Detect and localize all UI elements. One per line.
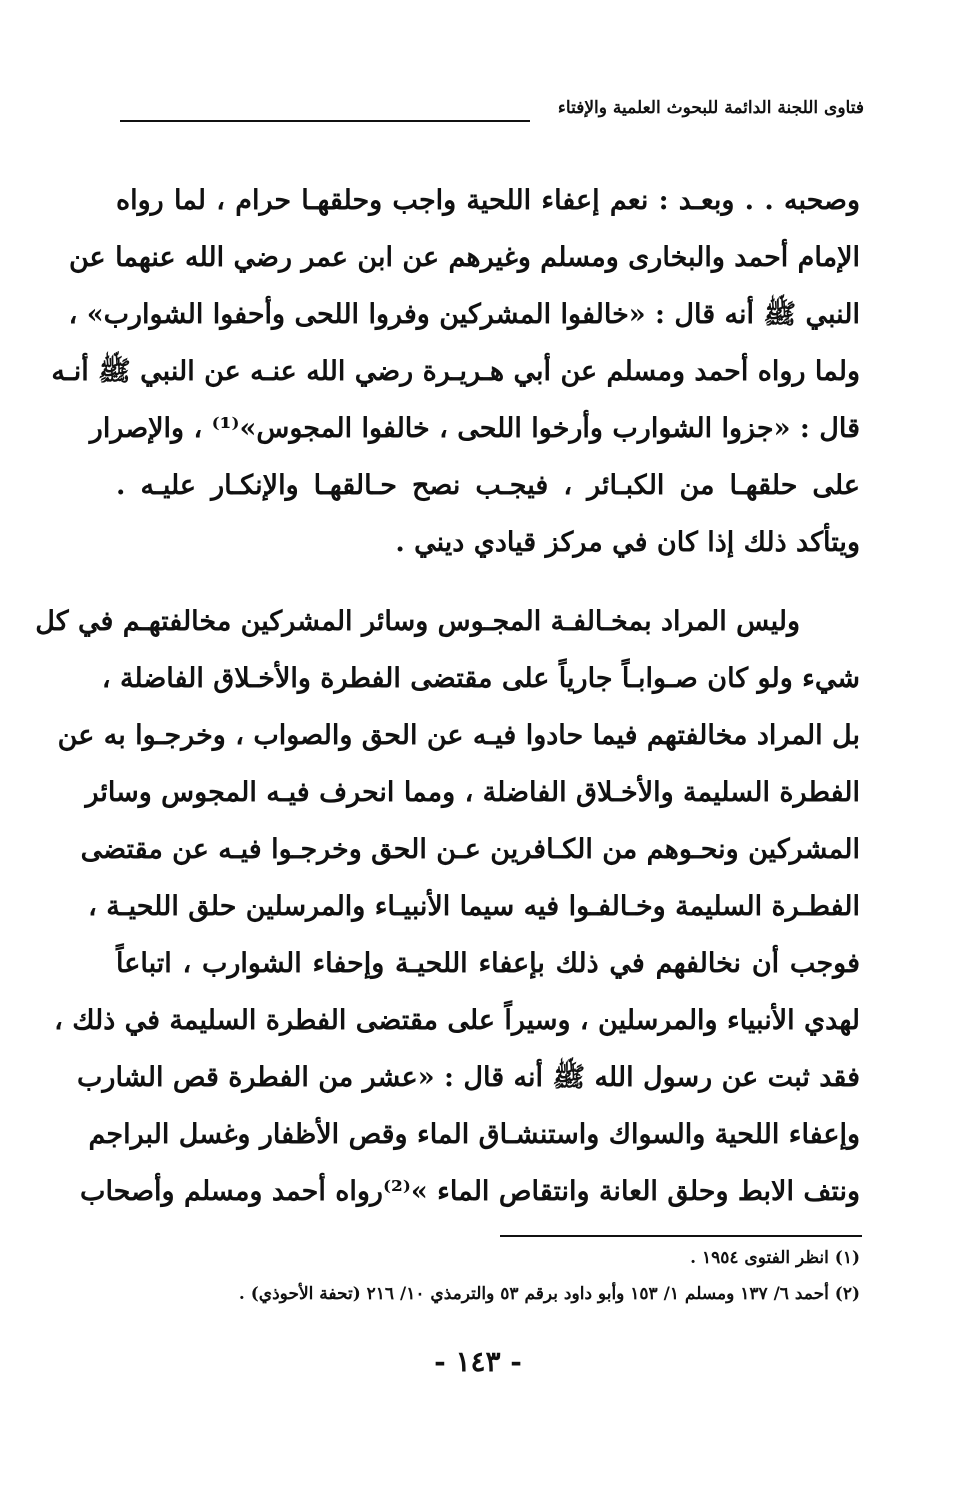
text-line: فقد ثبت عن رسول الله ﷺ أنه قال : «عشر من الفطرة قص الشارب [76, 1062, 860, 1093]
text-line: ويتأكد ذلك إذا كان في مركز قيادي ديني . [395, 527, 860, 558]
text-line: بل المراد مخالفتهم فيما حادوا فيـه عن الحق والصواب ، وخرجـوا به عن [57, 720, 860, 751]
text-line: فوجب أن نخالفهم في ذلك بإعفاء اللحيـة وإحفاء الشوارب ، اتباعاً [116, 948, 860, 979]
text-line: وإعفاء اللحية والسواك واستنشـاق الماء وقص الأظفار وغسل البراجم [88, 1119, 860, 1150]
text-line: على حلقهـا من الكبـائر ، فيجـب نصح حـالقهـا والإنكـار عليـه . [116, 470, 860, 501]
body-text [35, 172, 860, 1220]
footnote-2: (٢) أحمد ٦/ ١٣٧ ومسلم ١/ ١٥٣ وأبو داود برقم ٥٣ والترمذي ١٠/ ٢١٦ (تحفة الأحوذي) . [238, 1284, 860, 1304]
footnote-1: (١) انظر الفتوى ١٩٥٤ . [690, 1248, 860, 1268]
text-line: الإمام أحمد والبخارى ومسلم وغيرهم عن ابن عمر رضي الله عنهما عن [69, 242, 860, 273]
text-line: الفطـرة السليمة وخـالفـوا فيه سيما الأنبيـاء والمرسلين حلق اللحيـة ، [88, 891, 860, 922]
text-line: ولما رواه أحمد ومسلم عن أبي هـريـرة رضي الله عنـه عن النبي ﷺ أنـه [51, 356, 860, 387]
text-line: النبي ﷺ أنه قال : «خالفوا المشركين وفروا اللحى وأحفوا الشوارب» ، [68, 299, 860, 330]
paragraph-gap [116, 571, 860, 593]
running-header [120, 92, 864, 132]
text-line: وصحبه . . وبعـد : نعم إعفاء اللحية واجب وحلقهـا حرام ، لما رواه [116, 185, 860, 216]
paragraph-2 [35, 593, 860, 1220]
footnotes [116, 1240, 860, 1312]
page-number: - ١٤٣ - [434, 1345, 522, 1378]
text-line: المشركين ونحـوهم من الكـافرين عـن الحق وخرجـوا فيـه عن مقتضى [80, 834, 860, 865]
text-line: قال : «جزوا الشوارب وأرخوا اللحى ، خالفوا المجوس»⁽¹⁾ ، والإصرار [89, 413, 860, 444]
footnote-rule [500, 1235, 862, 1237]
text-line: لهدي الأنبياء والمرسلين ، وسيراً على مقتضى الفطرة السليمة في ذلك ، [54, 1005, 860, 1036]
paragraph-1 [51, 172, 860, 571]
text-line: ونتف الابط وحلق العانة وانتقاص الماء »⁽²⁾رواه أحمد ومسلم وأصحاب [80, 1176, 860, 1207]
header-title: فتاوى اللجنة الدائمة للبحوث العلمية والإفتاء [557, 98, 864, 118]
header-rule [120, 120, 530, 122]
text-line: الفطرة السليمة والأخـلاق الفاضلة ، ومما انحرف فيـه المجوس وسائر [85, 777, 860, 808]
text-line: وليس المراد بمخـالفـة المجـوس وسائر المشركين مخالفتهـم في كل [35, 606, 800, 637]
text-line: شيء ولو كان صـوابـاً جارياً على مقتضى الفطرة والأخـلاق الفاضلة ، [101, 663, 860, 694]
